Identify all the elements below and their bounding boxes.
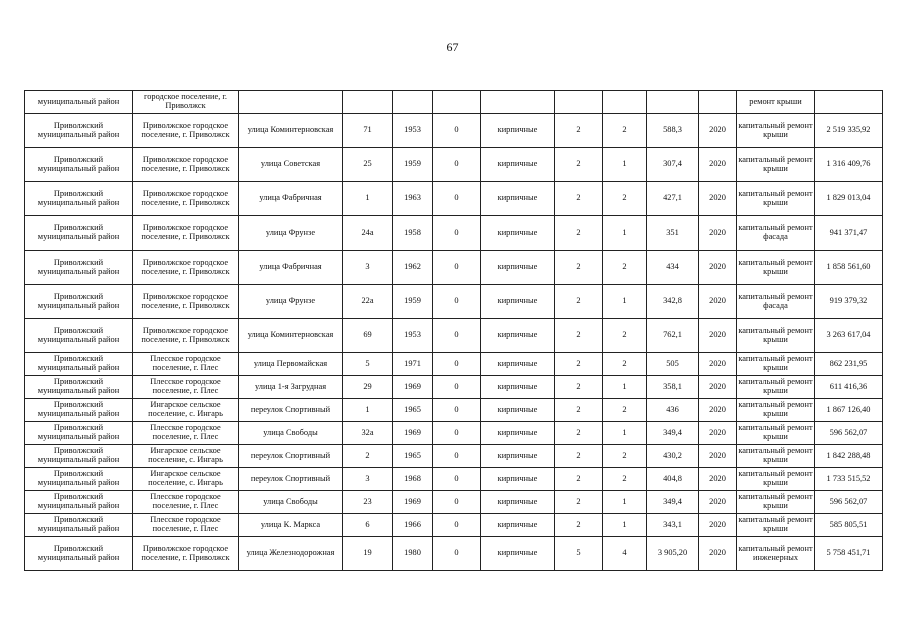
wall-material-cell: кирпичные [481,251,555,285]
work-type-cell: капитальный ремонт крыши [737,514,815,537]
plan-year-cell: 2020 [699,514,737,537]
year-built-cell: 1962 [393,251,433,285]
year-built-cell: 1966 [393,514,433,537]
cost-cell [815,91,883,114]
settlement-cell: Приволжское городское поселение, г. Приволжск [133,251,239,285]
work-type-cell: капитальный ремонт крыши [737,468,815,491]
floors-cell: 2 [555,491,603,514]
floors-cell [555,91,603,114]
house-number-cell: 24а [343,216,393,251]
area-cell: 351 [647,216,699,251]
area-cell: 342,8 [647,285,699,319]
house-number-cell: 25 [343,148,393,182]
table-row [25,148,883,182]
table-row [25,251,883,285]
settlement-cell: Ингарское сельское поселение, с. Ингарь [133,468,239,491]
table-row [25,491,883,514]
settlement-cell: Приволжское городское поселение, г. Приволжск [133,114,239,148]
work-type-cell: капитальный ремонт крыши [737,251,815,285]
area-cell [647,91,699,114]
table-row [25,285,883,319]
settlement-cell: городское поселение, г. Приволжск [133,91,239,114]
district-cell: Приволжский муниципальный район [25,468,133,491]
street-cell: улица Советская [239,148,343,182]
settlement-cell: Плесское городское поселение, г. Плес [133,422,239,445]
floors-cell: 2 [555,216,603,251]
cost-cell: 1 733 515,52 [815,468,883,491]
table-row [25,319,883,353]
district-cell: Приволжский муниципальный район [25,514,133,537]
wall-material-cell: кирпичные [481,319,555,353]
district-cell: Приволжский муниципальный район [25,445,133,468]
house-number-cell: 3 [343,251,393,285]
wall-material-cell: кирпичные [481,468,555,491]
wear-cell: 0 [433,491,481,514]
year-built-cell: 1968 [393,468,433,491]
street-cell: улица К. Маркса [239,514,343,537]
year-built-cell: 1959 [393,148,433,182]
wear-cell [433,91,481,114]
street-cell: переулок Спортивный [239,445,343,468]
settlement-cell: Плесское городское поселение, г. Плес [133,353,239,376]
wear-cell: 0 [433,445,481,468]
wear-cell: 0 [433,285,481,319]
wear-cell: 0 [433,514,481,537]
wall-material-cell: кирпичные [481,114,555,148]
plan-year-cell: 2020 [699,491,737,514]
street-cell: улица Коминтерновская [239,319,343,353]
year-built-cell: 1953 [393,114,433,148]
work-type-cell: капитальный ремонт крыши [737,182,815,216]
entrances-cell: 2 [603,182,647,216]
house-number-cell: 6 [343,514,393,537]
house-number-cell: 69 [343,319,393,353]
wear-cell: 0 [433,376,481,399]
cost-cell: 1 867 126,40 [815,399,883,422]
table-row [25,353,883,376]
area-cell: 436 [647,399,699,422]
area-cell: 349,4 [647,422,699,445]
cost-cell: 919 379,32 [815,285,883,319]
street-cell: улица Железнодорожная [239,537,343,571]
cost-cell: 1 842 288,48 [815,445,883,468]
year-built-cell: 1959 [393,285,433,319]
year-built-cell [393,91,433,114]
area-cell: 434 [647,251,699,285]
street-cell: переулок Спортивный [239,468,343,491]
year-built-cell: 1980 [393,537,433,571]
settlement-cell: Приволжское городское поселение, г. Приволжск [133,182,239,216]
plan-year-cell [699,91,737,114]
entrances-cell: 4 [603,537,647,571]
area-cell: 505 [647,353,699,376]
plan-year-cell: 2020 [699,468,737,491]
work-type-cell: капитальный ремонт фасада [737,216,815,251]
floors-cell: 2 [555,319,603,353]
entrances-cell: 1 [603,216,647,251]
house-number-cell: 2 [343,445,393,468]
district-cell: Приволжский муниципальный район [25,148,133,182]
wall-material-cell: кирпичные [481,422,555,445]
wear-cell: 0 [433,182,481,216]
wear-cell: 0 [433,148,481,182]
entrances-cell: 2 [603,468,647,491]
cost-cell: 1 829 013,04 [815,182,883,216]
cost-cell: 585 805,51 [815,514,883,537]
entrances-cell: 2 [603,445,647,468]
floors-cell: 2 [555,422,603,445]
wear-cell: 0 [433,422,481,445]
cost-cell: 596 562,07 [815,422,883,445]
wall-material-cell: кирпичные [481,353,555,376]
area-cell: 3 905,20 [647,537,699,571]
year-built-cell: 1965 [393,399,433,422]
year-built-cell: 1969 [393,376,433,399]
floors-cell: 2 [555,148,603,182]
wall-material-cell: кирпичные [481,216,555,251]
street-cell: улица Свободы [239,491,343,514]
floors-cell: 2 [555,468,603,491]
district-cell: Приволжский муниципальный район [25,399,133,422]
street-cell [239,91,343,114]
wear-cell: 0 [433,537,481,571]
wear-cell: 0 [433,399,481,422]
area-cell: 349,4 [647,491,699,514]
entrances-cell: 2 [603,251,647,285]
plan-year-cell: 2020 [699,319,737,353]
plan-year-cell: 2020 [699,537,737,571]
work-type-cell: капитальный ремонт инженерных [737,537,815,571]
street-cell: улица Фабричная [239,182,343,216]
wear-cell: 0 [433,319,481,353]
plan-year-cell: 2020 [699,376,737,399]
district-cell: Приволжский муниципальный район [25,422,133,445]
floors-cell: 2 [555,353,603,376]
work-type-cell: капитальный ремонт крыши [737,148,815,182]
area-cell: 358,1 [647,376,699,399]
floors-cell: 2 [555,182,603,216]
district-cell: Приволжский муниципальный район [25,376,133,399]
house-number-cell: 5 [343,353,393,376]
plan-year-cell: 2020 [699,216,737,251]
work-type-cell: капитальный ремонт крыши [737,353,815,376]
entrances-cell: 1 [603,514,647,537]
work-type-cell: капитальный ремонт крыши [737,445,815,468]
entrances-cell: 1 [603,491,647,514]
settlement-cell: Приволжское городское поселение, г. Приволжск [133,285,239,319]
table-row [25,114,883,148]
floors-cell: 2 [555,114,603,148]
work-type-cell: капитальный ремонт крыши [737,422,815,445]
wall-material-cell: кирпичные [481,148,555,182]
year-built-cell: 1969 [393,422,433,445]
cost-cell: 611 416,36 [815,376,883,399]
floors-cell: 2 [555,376,603,399]
table-row [25,376,883,399]
work-type-cell: капитальный ремонт крыши [737,491,815,514]
wall-material-cell [481,91,555,114]
area-cell: 343,1 [647,514,699,537]
wall-material-cell: кирпичные [481,491,555,514]
entrances-cell: 2 [603,399,647,422]
wall-material-cell: кирпичные [481,445,555,468]
page-number: 67 [446,40,459,54]
year-built-cell: 1971 [393,353,433,376]
floors-cell: 2 [555,399,603,422]
wall-material-cell: кирпичные [481,182,555,216]
settlement-cell: Ингарское сельское поселение, с. Ингарь [133,445,239,468]
floors-cell: 5 [555,537,603,571]
table-row [25,399,883,422]
wear-cell: 0 [433,114,481,148]
entrances-cell: 1 [603,422,647,445]
wear-cell: 0 [433,468,481,491]
cost-cell: 862 231,95 [815,353,883,376]
table-row [25,422,883,445]
street-cell: улица Фабричная [239,251,343,285]
floors-cell: 2 [555,251,603,285]
street-cell: улица Фрунзе [239,216,343,251]
area-cell: 430,2 [647,445,699,468]
area-cell: 307,4 [647,148,699,182]
housing-registry-table [24,90,883,571]
area-cell: 404,8 [647,468,699,491]
entrances-cell: 2 [603,319,647,353]
house-number-cell: 23 [343,491,393,514]
plan-year-cell: 2020 [699,285,737,319]
cost-cell: 1 858 561,60 [815,251,883,285]
plan-year-cell: 2020 [699,445,737,468]
wear-cell: 0 [433,353,481,376]
street-cell: переулок Спортивный [239,399,343,422]
table-row [25,216,883,251]
wall-material-cell: кирпичные [481,514,555,537]
house-number-cell: 22а [343,285,393,319]
wall-material-cell: кирпичные [481,285,555,319]
cost-cell: 3 263 617,04 [815,319,883,353]
work-type-cell: ремонт крыши [737,91,815,114]
house-number-cell: 19 [343,537,393,571]
cost-cell: 941 371,47 [815,216,883,251]
table-row [25,91,883,114]
district-cell: Приволжский муниципальный район [25,319,133,353]
house-number-cell: 1 [343,182,393,216]
district-cell: Приволжский муниципальный район [25,353,133,376]
settlement-cell: Приволжское городское поселение, г. Приволжск [133,148,239,182]
district-cell: Приволжский муниципальный район [25,491,133,514]
cost-cell: 1 316 409,76 [815,148,883,182]
district-cell: Приволжский муниципальный район [25,285,133,319]
year-built-cell: 1963 [393,182,433,216]
entrances-cell: 1 [603,376,647,399]
entrances-cell: 1 [603,148,647,182]
year-built-cell: 1958 [393,216,433,251]
house-number-cell: 32а [343,422,393,445]
street-cell: улица 1-я Загрудная [239,376,343,399]
district-cell: муниципальный район [25,91,133,114]
house-number-cell: 29 [343,376,393,399]
wall-material-cell: кирпичные [481,376,555,399]
area-cell: 588,3 [647,114,699,148]
house-number-cell: 1 [343,399,393,422]
table-row [25,182,883,216]
work-type-cell: капитальный ремонт крыши [737,376,815,399]
year-built-cell: 1953 [393,319,433,353]
street-cell: улица Коминтерновская [239,114,343,148]
settlement-cell: Ингарское сельское поселение, с. Ингарь [133,399,239,422]
settlement-cell: Плесское городское поселение, г. Плес [133,491,239,514]
table-row [25,537,883,571]
table-row [25,468,883,491]
cost-cell: 596 562,07 [815,491,883,514]
house-number-cell: 3 [343,468,393,491]
district-cell: Приволжский муниципальный район [25,114,133,148]
entrances-cell: 2 [603,114,647,148]
district-cell: Приволжский муниципальный район [25,216,133,251]
plan-year-cell: 2020 [699,114,737,148]
district-cell: Приволжский муниципальный район [25,182,133,216]
plan-year-cell: 2020 [699,399,737,422]
table-row [25,514,883,537]
entrances-cell: 2 [603,353,647,376]
wear-cell: 0 [433,251,481,285]
house-number-cell: 71 [343,114,393,148]
cost-cell: 5 758 451,71 [815,537,883,571]
settlement-cell: Приволжское городское поселение, г. Приволжск [133,319,239,353]
settlement-cell: Плесское городское поселение, г. Плес [133,514,239,537]
house-number-cell [343,91,393,114]
plan-year-cell: 2020 [699,353,737,376]
work-type-cell: капитальный ремонт крыши [737,319,815,353]
settlement-cell: Приволжское городское поселение, г. Приволжск [133,216,239,251]
street-cell: улица Первомайская [239,353,343,376]
wall-material-cell: кирпичные [481,399,555,422]
settlement-cell: Приволжское городское поселение, г. Приволжск [133,537,239,571]
floors-cell: 2 [555,285,603,319]
wear-cell: 0 [433,216,481,251]
table-row [25,445,883,468]
wall-material-cell: кирпичные [481,537,555,571]
work-type-cell: капитальный ремонт фасада [737,285,815,319]
street-cell: улица Свободы [239,422,343,445]
work-type-cell: капитальный ремонт крыши [737,114,815,148]
floors-cell: 2 [555,514,603,537]
entrances-cell: 1 [603,285,647,319]
district-cell: Приволжский муниципальный район [25,251,133,285]
area-cell: 762,1 [647,319,699,353]
plan-year-cell: 2020 [699,182,737,216]
entrances-cell [603,91,647,114]
district-cell: Приволжский муниципальный район [25,537,133,571]
street-cell: улица Фрунзе [239,285,343,319]
year-built-cell: 1965 [393,445,433,468]
plan-year-cell: 2020 [699,148,737,182]
cost-cell: 2 519 335,92 [815,114,883,148]
floors-cell: 2 [555,445,603,468]
area-cell: 427,1 [647,182,699,216]
work-type-cell: капитальный ремонт крыши [737,399,815,422]
plan-year-cell: 2020 [699,422,737,445]
plan-year-cell: 2020 [699,251,737,285]
settlement-cell: Плесское городское поселение, г. Плес [133,376,239,399]
year-built-cell: 1969 [393,491,433,514]
